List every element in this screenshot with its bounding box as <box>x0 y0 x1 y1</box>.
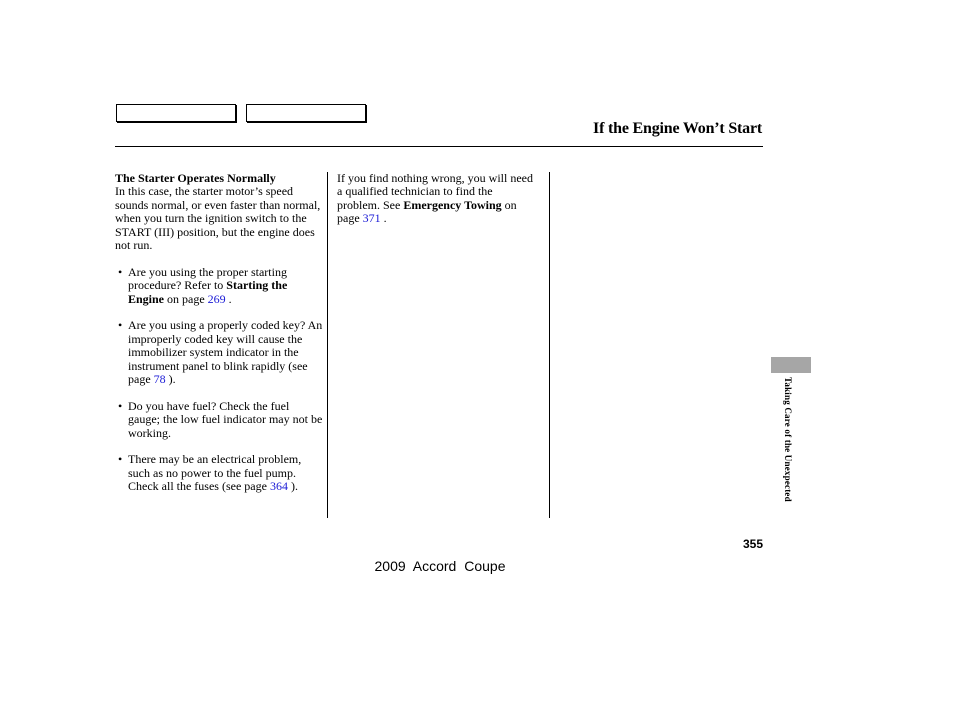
column-divider <box>549 172 550 518</box>
list-item <box>115 400 323 440</box>
paragraph-text: on page <box>337 197 517 226</box>
footer-model: 2009 Accord Coupe <box>374 558 506 574</box>
column-divider <box>327 172 328 518</box>
section-heading: The Starter Operates Normally <box>115 171 276 185</box>
list-item-text: . <box>225 291 232 306</box>
checklist <box>115 266 323 494</box>
list-item-text: Are you using the proper starting procedure? Refer to <box>128 264 287 293</box>
page-number: 355 <box>742 537 763 551</box>
list-item <box>115 319 323 386</box>
intro-paragraph: In this case, the starter motor’s speed sounds normal, or even faster than normal, when you turn the ignition switch to the START (III) position, but the engine does not run. <box>115 184 321 253</box>
nav-button-next[interactable] <box>246 104 366 122</box>
page-title: If the Engine Won’t Start <box>593 120 762 137</box>
list-item-text: ). <box>287 479 298 494</box>
list-item-text: on page <box>164 291 208 306</box>
middle-paragraph <box>337 172 537 226</box>
left-column <box>115 172 323 494</box>
page-link-269[interactable]: 269 <box>207 291 226 306</box>
list-item <box>115 266 323 306</box>
middle-column <box>337 172 537 226</box>
nav-button-previous[interactable] <box>116 104 236 122</box>
page-link-364[interactable]: 364 <box>269 479 288 494</box>
list-item-text: Are you using a properly coded key? An improperly coded key will cause the immobilizer system indicator in the instrument panel to blink rapidly (see page <box>128 318 323 387</box>
list-item <box>115 453 323 493</box>
title-rule <box>115 146 763 147</box>
page-link-78[interactable]: 78 <box>153 372 166 387</box>
section-tab <box>771 357 811 373</box>
section-label: Taking Care of the Unexpected <box>783 377 793 502</box>
list-item-text: Do you have fuel? Check the fuel gauge; the low fuel indicator may not be working. <box>128 398 323 440</box>
paragraph-text: . <box>380 211 387 226</box>
reference-title: Emergency Towing <box>403 197 502 212</box>
reference-title: Starting the Engine <box>128 278 288 306</box>
paragraph-text: If you find nothing wrong, you will need a qualified technician to find the problem. See <box>337 171 533 212</box>
list-item-text: ). <box>165 372 176 387</box>
list-item-text: There may be an electrical problem, such as no power to the fuel pump. Check all the fuses (see page <box>128 452 302 494</box>
page-link-371[interactable]: 371 <box>362 211 381 226</box>
